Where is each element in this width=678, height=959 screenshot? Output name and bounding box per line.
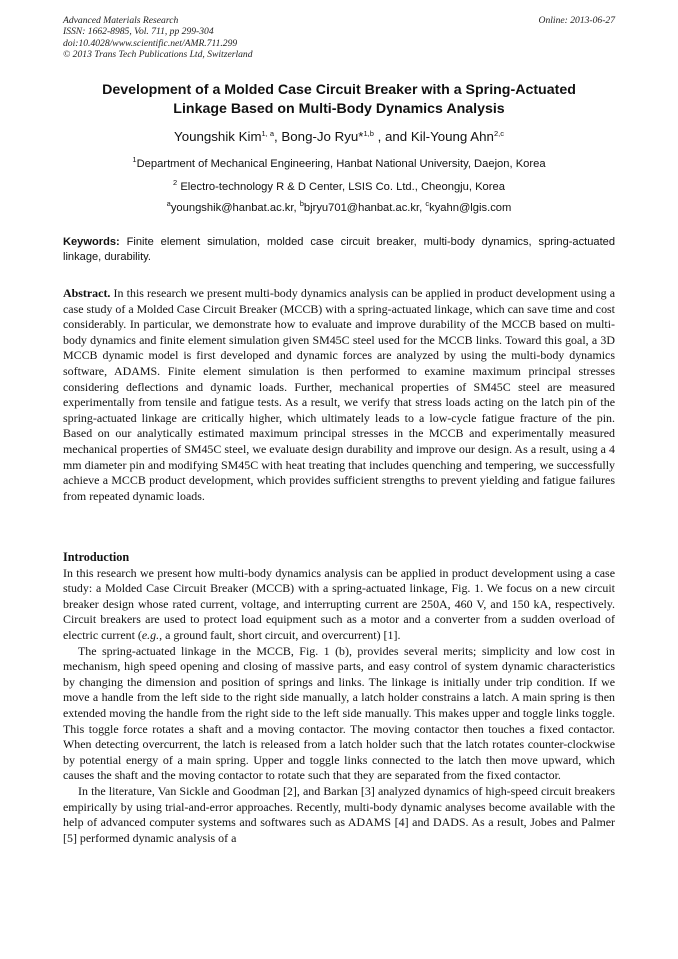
abstract-label: Abstract. xyxy=(63,286,111,300)
author-affiliation-mark: 2,c xyxy=(493,129,504,138)
author-name: Kil-Young Ahn xyxy=(410,129,494,144)
author-separator: , xyxy=(274,129,282,144)
section-heading: Introduction xyxy=(63,550,130,564)
body-paragraph: In the literature, Van Sickle and Goodman [2], and Barkan [3] analyzed dynamics of high-speed circuit breakers empirically by using trial-and-error approaches. Recently, multi-body dynamic analyses become available with the help of advanced computer systems and softwares such as ADAMS [4] and DADS. As a result, Jobes and Palmer [5] performed dynamic analysis of a xyxy=(63,783,615,845)
affiliation-mark: 2 xyxy=(173,178,178,187)
abstract xyxy=(63,286,615,504)
keywords-text: Finite element simulation, molded case circuit breaker, multi-body dynamics, spring-actuated linkage, durability. xyxy=(63,236,615,264)
author-name: Bong-Jo Ryu* xyxy=(281,129,364,144)
affiliation-text: Electro-technology R & D Center, LSIS Co. Ltd., Cheongju, Korea xyxy=(177,181,505,193)
publication-header xyxy=(63,15,615,61)
paragraph-text: , a ground fault, short circuit, and overcurrent) [1]. xyxy=(159,627,401,642)
affiliation-mark: 1 xyxy=(132,155,137,164)
email-address[interactable]: bjryu701@hanbat.ac.kr, xyxy=(303,202,426,214)
affiliation-text: Department of Mechanical Engineering, Hanbat National University, Daejon, Korea xyxy=(136,158,546,170)
author-name: Youngshik Kim xyxy=(174,129,262,144)
abstract-text: In this research we present multi-body dynamics analysis can be applied in product development using a case study of a Molded Case Circuit Breaker (MCCB) with a spring-actuated linkage, which can save time and cost considerably. In particular, we demonstrate how to evaluate and improve durability of the MCCB based on multi-body dynamics and finite element simulation given SM45C steel used for the MCCB links. Toward this goal, a 3D MCCB dynamic model is first developed and dynamic forces are analyzed by using the multi-body dynamics software, ADAMS. Finite element simulation is then performed to examine maximum principal stresses considering deflections and dynamic loads. Further, mechanical properties of SM45C steel are measured experimentally from tensile and fatigue tests. As a result, we verify that stress loads acting on the latch pin of the spring-actuated linkage are critically higher, which ultimately leads to a low-cycle fatigue fracture of the pin. Based on our analytically estimated maximum principal stresses in the MCCB and experimentally measured mechanical properties of SM45C steel, we evaluate design durability and improve our design. As a result, using a 4 mm diameter pin and modifying SM45C with heat treating that includes quenching and tempering, we successfully achieve a MCCB product development, which provides sufficient strengths to prevent yielding and fatigue failures from repeated dynamic loads. xyxy=(63,286,615,503)
affiliation-1 xyxy=(63,157,615,171)
keywords-label: Keywords: xyxy=(63,236,120,248)
issn-line: ISSN: 1662-8985, Vol. 711, pp 299-304 xyxy=(63,26,214,38)
body-paragraph xyxy=(63,566,615,644)
journal-name: Advanced Materials Research xyxy=(63,15,179,26)
author-separator: , and xyxy=(373,129,411,144)
email-mark: b xyxy=(299,199,304,208)
author-affiliation-mark: 1,b xyxy=(363,129,374,138)
email-address[interactable]: kyahn@lgis.com xyxy=(429,202,512,214)
author-affiliation-mark: 1, a xyxy=(261,129,275,138)
title-line-2: Linkage Based on Multi-Body Dynamics Analysis xyxy=(173,100,505,117)
paper-title xyxy=(63,81,615,118)
affiliation-2 xyxy=(63,180,615,194)
author-list xyxy=(63,128,615,146)
paragraph-text: In this research we present how multi-body dynamics analysis can be applied in product development using a case study: a Molded Case Circuit Breaker (MCCB) with a spring-actuated linkage, Fig. 1. We focus on a new circuit breaker design whose rated current, voltage, and interrupting current are 250A, 460 V, and 150 kA, respectively. Circuit breakers are used to protect load equipment such as a motor and a converter from a sudden overload of electric current ( xyxy=(63,565,615,642)
introduction-section xyxy=(63,550,615,846)
doi-line: doi:10.4028/www.scientific.net/AMR.711.299 xyxy=(63,37,238,49)
body-paragraph: The spring-actuated linkage in the MCCB, Fig. 1 (b), provides several merits; simplicity and low cost in mechanism, high speed opening and closing of massive parts, and easy control of system dynamic characteristics by changing the dimension and position of springs and links. The linkage is initially under trip condition. If we move a handle from the left side to the right side manually, a latch holder constrains a latch. A main spring is then extended moving the handle from the right side to the left side manually. This makes upper and toggle links toggle. This toggle force rotates a shaft and a moving contactor. The moving contactor then touches a fixed contactor. When detecting overcurrent, the latch is released from a latch holder such that the latch rotates counter-clockwise by potential energy of a main spring. Upper and toggle links connected to the latch then move upward, which causes the shaft and the moving contactor to rotate such that they are separated from the fixed contactor. xyxy=(63,643,615,783)
email-line xyxy=(63,201,615,215)
email-address[interactable]: youngshik@hanbat.ac.kr, xyxy=(170,202,300,214)
abstract-paragraph xyxy=(63,286,615,504)
online-date: Online: 2013-06-27 xyxy=(538,15,615,26)
title-line-1: Development of a Molded Case Circuit Breaker with a Spring-Actuated xyxy=(102,82,576,98)
copyright-line: © 2013 Trans Tech Publications Ltd, Switzerland xyxy=(63,49,253,61)
emphasis-text: e.g. xyxy=(141,627,160,642)
email-mark: a xyxy=(166,199,171,208)
email-mark: c xyxy=(425,199,430,208)
keywords xyxy=(63,235,615,266)
